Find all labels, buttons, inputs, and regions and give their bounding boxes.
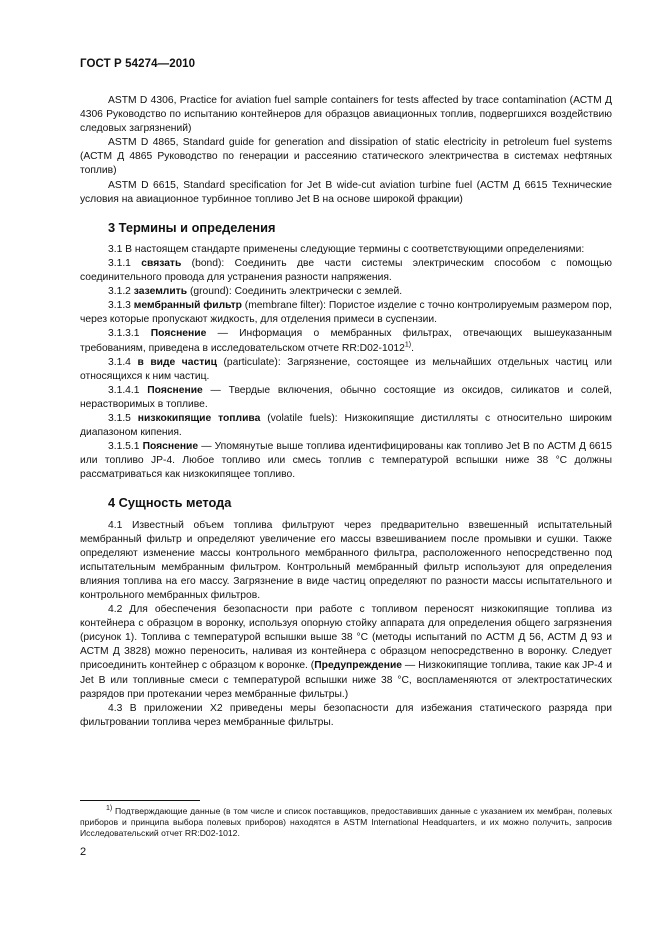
footnote-marker: 1) xyxy=(106,805,113,813)
reference-astm-d6615: ASTM D 6615, Standard specification for Jet B wide-cut aviation turbine fuel (АСТМ Д 6615 Технические условия на авиационное турбинное топливо Jet B на основе широкой фракции) xyxy=(80,179,612,205)
term-3-1-2: 3.1.2 заземлить (ground): Соединить электрически с землей. xyxy=(108,286,403,298)
term-3-1-4: 3.1.4 в виде частиц (particulate): Загрязнение, состоящее из мельчайших отдельных частиц или относящихся к ним частиц. xyxy=(80,356,612,382)
section-4-heading: 4 Сущность метода xyxy=(108,495,232,511)
note-3-1-4-1: 3.1.4.1 Пояснение — Твердые включения, обычно состоящие из оксидов, силикатов и солей, нерастворимых в топливе. xyxy=(80,384,612,410)
footnote-divider xyxy=(80,800,200,801)
paragraph-4-3: 4.3 В приложении Х2 приведены меры безопасности для избежания статического разряда при фильтровании топлива через мембранные фильтры. xyxy=(80,702,612,728)
document-header: ГОСТ Р 54274—2010 xyxy=(80,58,196,70)
term-3-1-1: 3.1.1 связать (bond): Соединить две части системы электрическим способом с помощью соединительного провода для устранения разности напряжения. xyxy=(80,257,612,284)
section-3-heading: 3 Термины и определения xyxy=(108,219,276,235)
footnote: $^{1)}$ Подтверждающие данные (в том числе и список поставщиков, предоставивших данные с указанием их мембран, полевых приборов и принципа выбора полевых приборов) находятся в ASTM International Headquarters, и их можно получить, запросив Исследовательский отчет RR:D02-1012. xyxy=(80,805,612,839)
reference-astm-d4306: ASTM D 4306, Practice for aviation fuel sample containers for tests affected by trace contamination (АСТМ Д 4306 Руководство по испытанию контейнеров для образцов авиационных топлив, подвергшихся воздействию следовых загрязнений) xyxy=(80,95,612,135)
page-content xyxy=(80,94,612,730)
section-3-intro: 3.1 В настоящем стандарте применены следующие термины с соответствующими определениями: xyxy=(108,243,585,255)
warning-label: Предупреждение xyxy=(314,660,402,672)
paragraph-4-2: 4.2 Для обеспечения безопасности при работе с топливом переносят низкокипящие топлива из контейнера с образцом в воронку, используя опорную стойку аппарата для определения общего загрязнения (рисунок 1). Топлива с температурой вспышки выше 38 °С (методы испытаний по АСТМ Д 56, АСТМ Д 93 и АСТМ Д 3828) можно переносить, наливая из контейнера с образцом непосредственно в воронку. Следует присоединить контейнер с образцом к воронке. (Предупреждение — Низкокипящие топлива, такие как JP-4 и Jet B или топливные смеси с температурой вспышки ниже 38 °С, воспламеняются от электростатических разрядов при протекании через мембранные фильтры.) xyxy=(80,604,612,700)
term-3-1-5: 3.1.5 низкокипящие топлива (volatile fuels): Низкокипящие дистилляты с относительно широким диапазоном кипения. xyxy=(80,412,612,439)
term-3-1-3: 3.1.3 мембранный фильтр (membrane filter): Пористое изделие с точно контролируемым размером пор, через которые пропускают жидкость, для отделения примеси в суспензии. xyxy=(80,300,612,326)
note-3-1-3-1: 3.1.3.1 Пояснение — Информация о мембранных фильтрах, отвечающих вышеуказанным требованиям, приведена в исследовательском отчете RR:D02-1012$^{1)}$. xyxy=(80,328,612,354)
reference-astm-d4865: ASTM D 4865, Standard guide for generation and dissipation of static electricity in petroleum fuel systems (АСТМ Д 4865 Руководство по генерации и рассеянию статического электричества в системах нефтяных топлив) xyxy=(80,137,612,177)
paragraph-4-1: 4.1 Известный объем топлива фильтруют через предварительно взвешенный испытательный мембранный фильтр и определяют увеличение его массы взвешиванием после промывки и сушки. Также определяют изменение массы контрольного мембранного фильтра, расположенного непосредственно под испытательным мембранным фильтром. Контрольный мембранный фильтр используют для определения влияния топлива на его массу. Загрязнение в виде частиц определяют по разности массы испытательного и контрольного мембранных фильтров. xyxy=(80,519,612,601)
page-number: 2 xyxy=(80,846,87,858)
note-3-1-5-1: 3.1.5.1 Пояснение — Упомянутые выше топлива идентифицированы как топливо Jet B по АСТМ Д 6615 или топливо JP-4. Любое топливо или смесь топлив с температурой вспышки ниже 38 °С должны рассматриваться как низкокипящее топливо. xyxy=(80,441,612,481)
